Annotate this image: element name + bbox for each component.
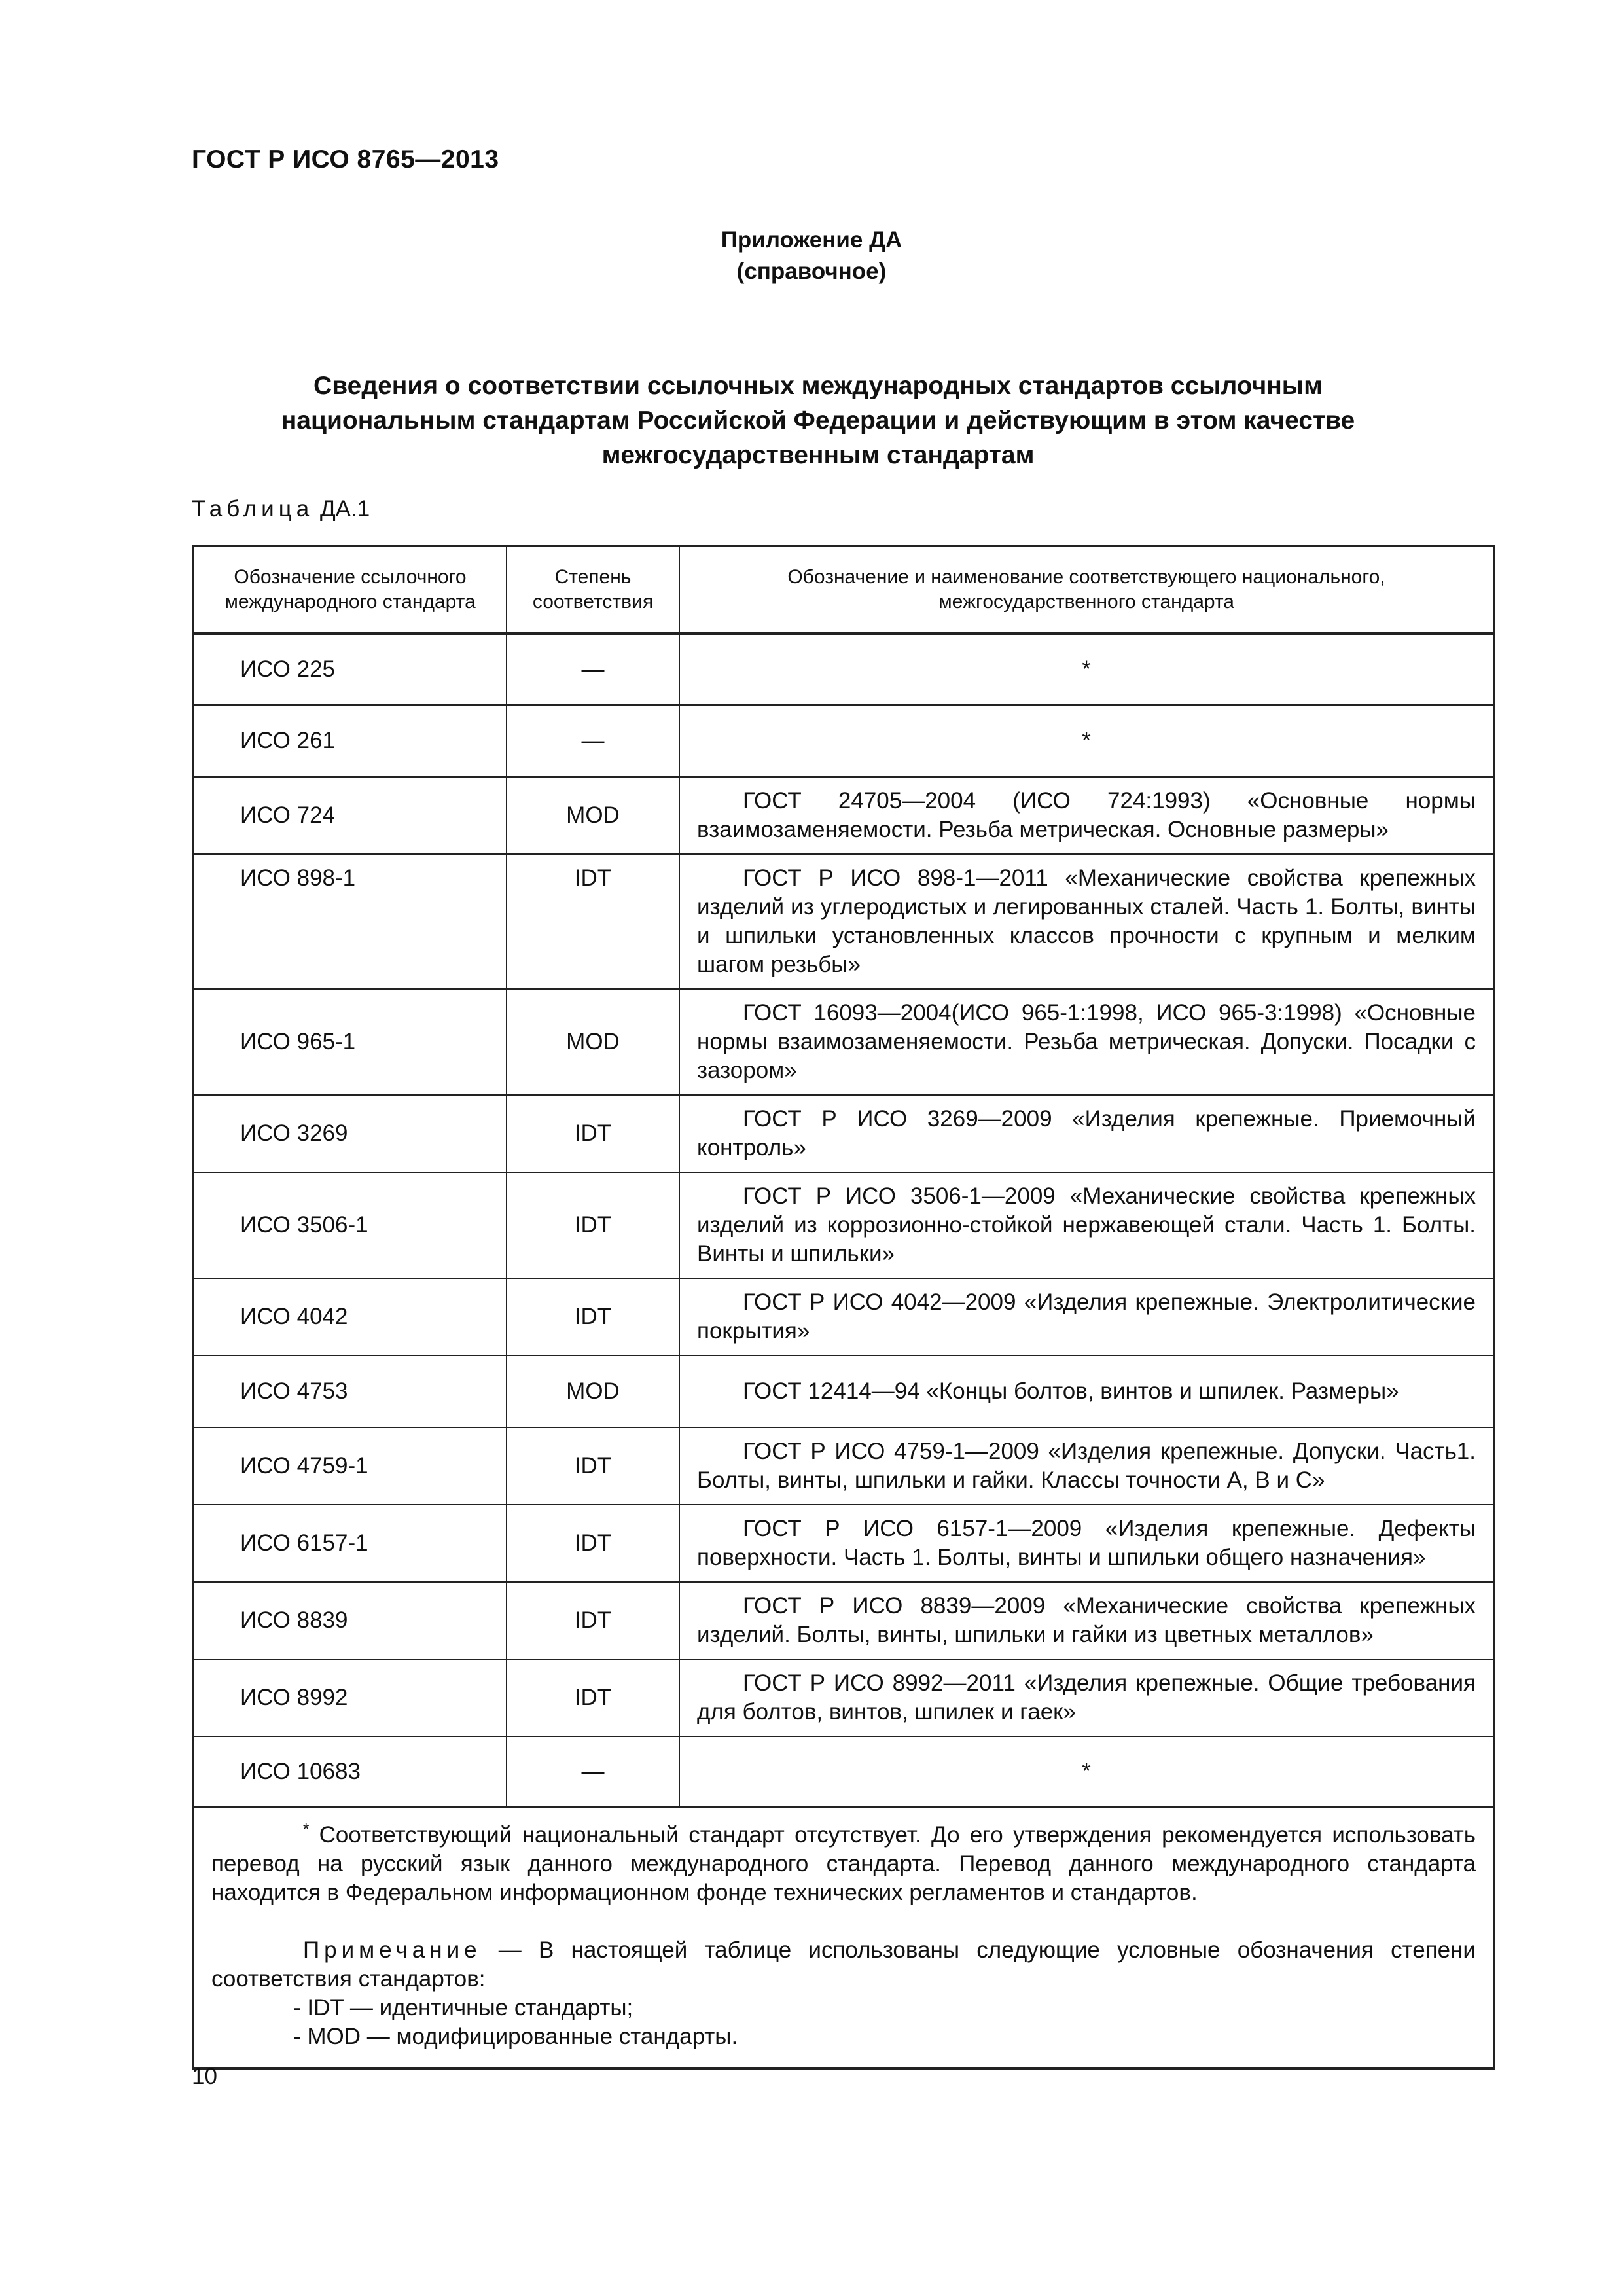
cell-standard: ИСО 8992	[193, 1659, 507, 1736]
appendix-heading	[262, 368, 1374, 473]
table-row	[193, 634, 1494, 705]
cell-national: ГОСТ Р ИСО 3506-1—2009 «Механические свойства крепежных изделий из коррозионно-стойкой нержавеющей стали. Часть 1. Болты. Винты и шпильки»	[679, 1172, 1494, 1278]
table-footnotes	[193, 1807, 1494, 2068]
cell-standard: ИСО 724	[193, 777, 507, 854]
cell-national: ГОСТ Р ИСО 6157-1—2009 «Изделия крепежные. Дефекты поверхности. Часть 1. Болты, винты и шпильки общего назначения»	[679, 1505, 1494, 1582]
cell-degree: IDT	[507, 1582, 679, 1659]
cell-degree: IDT	[507, 1659, 679, 1736]
cell-national: ГОСТ Р ИСО 8839—2009 «Механические свойства крепежных изделий. Болты, винты, шпильки и гайки из цветных металлов»	[679, 1582, 1494, 1659]
heading-line: Сведения о соответствии ссылочных международных стандартов ссылочным	[313, 372, 1323, 400]
column-header-national: Обозначение и наименование соответствующего национального, межгосударственного стандарта	[679, 546, 1494, 634]
table-row	[193, 1172, 1494, 1278]
cell-degree: MOD	[507, 777, 679, 854]
note-text: — В настоящей таблице использованы следующие условные обозначения степени соответствия стандартов:	[211, 1937, 1476, 1992]
table-row	[193, 1095, 1494, 1172]
heading-line: национальным стандартам Российской Федерации и действующим в этом качестве	[281, 406, 1355, 435]
table-row	[193, 1736, 1494, 1807]
table-row	[193, 1505, 1494, 1582]
cell-national: *	[679, 634, 1494, 705]
table-caption	[192, 496, 370, 522]
table-body	[193, 634, 1494, 2068]
cell-standard: ИСО 10683	[193, 1736, 507, 1807]
cell-national: ГОСТ Р ИСО 4042—2009 «Изделия крепежные. Электролитические покрытия»	[679, 1278, 1494, 1355]
table-row	[193, 1427, 1494, 1505]
cell-degree: IDT	[507, 1172, 679, 1278]
cell-standard: ИСО 6157-1	[193, 1505, 507, 1582]
table-row	[193, 1582, 1494, 1659]
footnote-mark: *	[303, 1820, 310, 1839]
cell-degree: —	[507, 705, 679, 777]
cell-national: ГОСТ Р ИСО 4759-1—2009 «Изделия крепежные. Допуски. Часть1. Болты, винты, шпильки и гайки. Классы точности А, В и С»	[679, 1427, 1494, 1505]
cell-standard: ИСО 3269	[193, 1095, 507, 1172]
cell-standard: ИСО 261	[193, 705, 507, 777]
appendix-kind: (справочное)	[736, 259, 887, 284]
table-header-row	[193, 546, 1494, 634]
table-row	[193, 989, 1494, 1095]
cell-national: ГОСТ 12414—94 «Концы болтов, винтов и шпилек. Размеры»	[679, 1355, 1494, 1427]
column-header-degree: Степень соответствия	[507, 546, 679, 634]
correspondence-table-wrapper	[192, 545, 1493, 2070]
cell-degree: IDT	[507, 854, 679, 989]
cell-degree: IDT	[507, 1278, 679, 1355]
table-row	[193, 777, 1494, 854]
cell-national: ГОСТ Р ИСО 3269—2009 «Изделия крепежные. Приемочный контроль»	[679, 1095, 1494, 1172]
footnote-text: Соответствующий национальный стандарт отсутствует. До его утверждения рекомендуется использовать перевод на русский язык данного международного стандарта. Перевод данного международного стандарта находится в Федеральном информационном фонде технических регламентов и стандартов.	[211, 1822, 1476, 1905]
table-row	[193, 1355, 1494, 1427]
table-row	[193, 854, 1494, 989]
cell-degree: —	[507, 634, 679, 705]
heading-line: межгосударственным стандартам	[601, 441, 1035, 469]
cell-standard: ИСО 8839	[193, 1582, 507, 1659]
cell-national: ГОСТ Р ИСО 8992—2011 «Изделия крепежные. Общие требования для болтов, винтов, шпилек и гаек»	[679, 1659, 1494, 1736]
cell-standard: ИСО 225	[193, 634, 507, 705]
cell-national: ГОСТ 24705—2004 (ИСО 724:1993) «Основные нормы взаимозаменяемости. Резьба метрическая. Основные размеры»	[679, 777, 1494, 854]
table-caption-label: Таблица	[192, 496, 314, 522]
cell-degree: —	[507, 1736, 679, 1807]
cell-standard: ИСО 965-1	[193, 989, 507, 1095]
cell-national: *	[679, 1736, 1494, 1807]
cell-national: ГОСТ 16093—2004(ИСО 965-1:1998, ИСО 965-3:1998) «Основные нормы взаимозаменяемости. Резьба метрическая. Допуски. Посадки с зазором»	[679, 989, 1494, 1095]
cell-degree: IDT	[507, 1505, 679, 1582]
cell-degree: IDT	[507, 1095, 679, 1172]
appendix-title: Приложение ДА	[721, 227, 902, 253]
table-row	[193, 1659, 1494, 1736]
cell-degree: MOD	[507, 1355, 679, 1427]
cell-standard: ИСО 3506-1	[193, 1172, 507, 1278]
cell-degree: MOD	[507, 989, 679, 1095]
note-label: Примечание	[303, 1937, 482, 1963]
table-row	[193, 705, 1494, 777]
cell-standard: ИСО 4042	[193, 1278, 507, 1355]
cell-degree: IDT	[507, 1427, 679, 1505]
footnote	[211, 1821, 1476, 1907]
cell-standard: ИСО 4759-1	[193, 1427, 507, 1505]
table-note	[211, 1936, 1476, 1994]
cell-standard: ИСО 898-1	[193, 854, 507, 989]
correspondence-table	[192, 545, 1495, 2070]
note-item: - IDT — идентичные стандарты;	[293, 1995, 633, 2020]
table-row	[193, 1278, 1494, 1355]
table-header	[193, 546, 1494, 634]
note-item: - MOD — модифицированные стандарты.	[293, 2024, 738, 2049]
table-caption-number: ДА.1	[319, 496, 370, 522]
cell-national: ГОСТ Р ИСО 898-1—2011 «Механические свойства крепежных изделий из углеродистых и легированных сталей. Часть 1. Болты, винты и шпильки установленных классов прочности с крупным и мелким шагом резьбы»	[679, 854, 1494, 989]
cell-standard: ИСО 4753	[193, 1355, 507, 1427]
column-header-standard: Обозначение ссылочного международного стандарта	[193, 546, 507, 634]
cell-national: *	[679, 705, 1494, 777]
document-header: ГОСТ Р ИСО 8765—2013	[192, 145, 499, 173]
table-footnotes-row	[193, 1807, 1494, 2068]
page-number: 10	[192, 2064, 217, 2089]
